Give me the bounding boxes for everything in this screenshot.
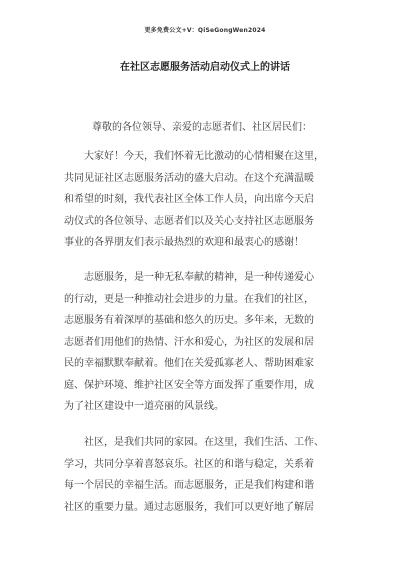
- text-line: 事业的各界朋友们表示最热烈的欢迎和最衷心的感谢！: [64, 237, 304, 248]
- text-line: [64, 518, 342, 540]
- paragraph-2: [64, 267, 342, 418]
- paragraph-3: [64, 432, 342, 540]
- text-line: 志愿者们用他们的热情、汗水和爱心，为社区的发展和居: [64, 336, 314, 348]
- text-line: 为了社区建设中一道亮丽的风景线。: [64, 401, 224, 412]
- text-line: 的行动，更是一种推动社会进步的力量。在我们的社区，: [64, 293, 314, 305]
- text-line: 社区的重要力量。通过志愿服务，我们可以更好地了解居: [64, 501, 314, 513]
- text-line: 每一个居民的幸福生活。而志愿服务，正是我们构建和谐: [64, 480, 314, 491]
- text-line: 庭、保护环境、维护社区安全等方面发挥了重要作用，成: [64, 379, 314, 391]
- text-line: 志愿服务有着深厚的基础和悠久的历史。多年来，无数的: [64, 315, 314, 326]
- text-line: 共同见证社区志愿服务活动的盛大启动。在这个充满温暖: [64, 172, 314, 184]
- text-line: 大家好！今天，我们怀着无比激动的心情相聚在这里，: [64, 151, 324, 162]
- page-title: 在社区志愿服务活动启动仪式上的讲话: [120, 62, 290, 73]
- text-line: 和希望的时刻，我代表社区全体工作人员，向出席今天启: [64, 194, 314, 205]
- paragraph-1: [64, 146, 342, 254]
- salutation: 尊敬的各位领导、亲爱的志愿者们、社区居民们：: [92, 122, 312, 133]
- header-note: 更多免费公文+V：QiSeGongWen2024: [144, 27, 266, 34]
- text-line: 民的幸福默默奉献着。他们在关爱孤寡老人、帮助困难家: [64, 358, 314, 369]
- text-line: 社区，是我们共同的家园。在这里，我们生活、工作、: [64, 437, 324, 448]
- text-line: 动仪式的各位领导、志愿者们以及关心支持社区志愿服务: [64, 215, 314, 227]
- text-line: 志愿服务，是一种无私奉献的精神，是一种传递爱心: [64, 272, 314, 283]
- text-line: 学习，共同分享着喜怒哀乐。社区的和谐与稳定，关系着: [64, 458, 314, 470]
